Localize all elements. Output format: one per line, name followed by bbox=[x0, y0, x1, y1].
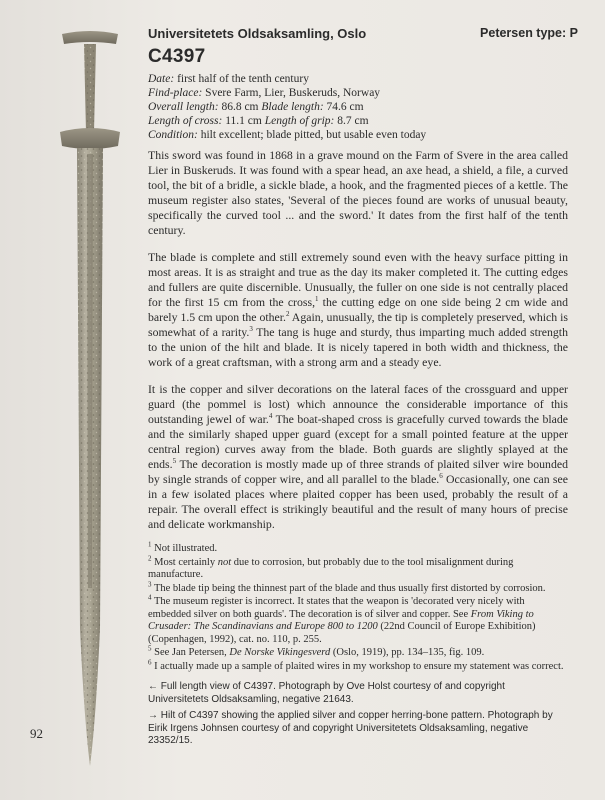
page-header bbox=[148, 26, 578, 44]
page-number: 92 bbox=[30, 726, 43, 741]
sword-photograph bbox=[50, 28, 130, 768]
text-column bbox=[148, 26, 578, 752]
footnote-3: $^3$ The blade tip being the thinnest part of the blade and thus usually first distorted by corrosion. bbox=[148, 580, 546, 594]
catalog-number: C4397 bbox=[148, 46, 206, 67]
photo-captions bbox=[148, 681, 568, 748]
footnote-4: $^4$ The museum register is incorrect. It states that the weapon is 'decorated very nicely with embedded silver on both guards'. The decoration is of silver and copper. See From Viking to Crusader: The Scandinavians and Europe 800 to 1200 (22nd Council of Europe Exhibition) (Copenhagen, 1992), cat. no. 110, p. 255. bbox=[148, 593, 536, 645]
footnote-1: $^1$ Not illustrated. bbox=[148, 540, 218, 555]
caption-full-length: ← Full length view of C4397. Photograph by Ove Holst courtesy of and copyright Universitetets Oldsaksamling, negative 21643. bbox=[148, 681, 505, 705]
footnote-2: $^2$ Most certainly not due to corrosion, but probably due to the tool misalignment during manufacture. bbox=[148, 554, 514, 581]
paragraph-3: It is the copper and silver decorations on the lateral faces of the crossguard and upper guard (the pommel is lost) which announce the considerable importance of this outstanding jewel of war.$^4$ The boat-shaped cross is gracefully curved towards the blade and the similarly shaped upper guard (except for a small pointed feature at the upper central region) curves away from the blade. Both guards are slightly splayed at the ends.$^5$ The decoration is mostly made up of three strands of plaited silver wire bounded by single strands of copper wire, and all parallel to the blade.$^6$ Occasionally, one can see in a few isolated places where plaited copper has been used, probably the result of a repair. The overall effect is strikingly beautiful and the result of many hours of precise and delicate workmanship. bbox=[148, 381, 568, 531]
caption-hilt: → Hilt of C4397 showing the applied silver and copper herring-bone pattern. Photograph by Eirik Irgens Johnsen courtesy of and copyright Universitetets Oldsaksamling, negative 23352/15. bbox=[148, 710, 553, 747]
museum-name: Universitetets Oldsaksamling, Oslo bbox=[148, 26, 367, 41]
paragraph-1: This sword was found in 1868 in a grave mound on the Farm of Svere in the area called Lier in Buskeruds. It was found with a spear head, an axe head, a shield, a file, a curved tool, the bit of a bridle, a sickle blade, a hook, and the fragmented pieces of a kettle. The museum register also states, 'Several of the pieces found are works of unusual beauty, specifically the curved tool ... and the sword.' It dates from the first half of the tenth century. bbox=[148, 148, 568, 237]
footnote-5: $^5$ See Jan Petersen, De Norske Vikingesverd (Oslo, 1919), pp. 134–135, fig. 109. bbox=[148, 644, 485, 659]
fuller bbox=[87, 154, 93, 588]
sword-illustration bbox=[50, 28, 130, 768]
find-place-line: Find-place: Svere Farm, Lier, Buskeruds, Norway bbox=[148, 87, 381, 99]
footnote-6: $^6$ I actually made up a sample of plaited wires in my workshop to ensure my statement was correct. bbox=[148, 658, 564, 672]
petersen-type: Petersen type: P bbox=[480, 26, 578, 40]
footnotes bbox=[148, 540, 568, 673]
length-line: Overall length: 86.8 cm Blade length: 74.6 cm bbox=[148, 101, 364, 113]
paragraph-2: The blade is complete and still extremely sound even with the heavy surface pitting in most areas. It is as straight and true as the day its maker completed it. The cutting edges and fullers are quite discernible. Unusually, the fuller on one side is not centrally placed for the first 15 cm from the cross,$^1$ the cutting edge on one side being 2 cm wide and barely 1.5 cm upon the other.$^2$ Again, unusually, the tip is completely preserved, which is somewhat of a rarity.$^3$ The tang is huge and sturdy, thus imparting much added strength to the union of the hilt and blade. It is nicely tapered in both width and thickness, the work of a great craftsman, with a strong arm and a steady eye. bbox=[148, 249, 569, 369]
metadata-block bbox=[148, 72, 568, 142]
condition-line: Condition: hilt excellent; blade pitted, but usable even today bbox=[148, 129, 427, 141]
date-line: Date: first half of the tenth century bbox=[148, 73, 309, 85]
cross-grip-line: Length of cross: 11.1 cm Length of grip: 8.7 cm bbox=[148, 115, 369, 127]
crossguard bbox=[60, 128, 120, 149]
upper-guard bbox=[62, 31, 118, 44]
